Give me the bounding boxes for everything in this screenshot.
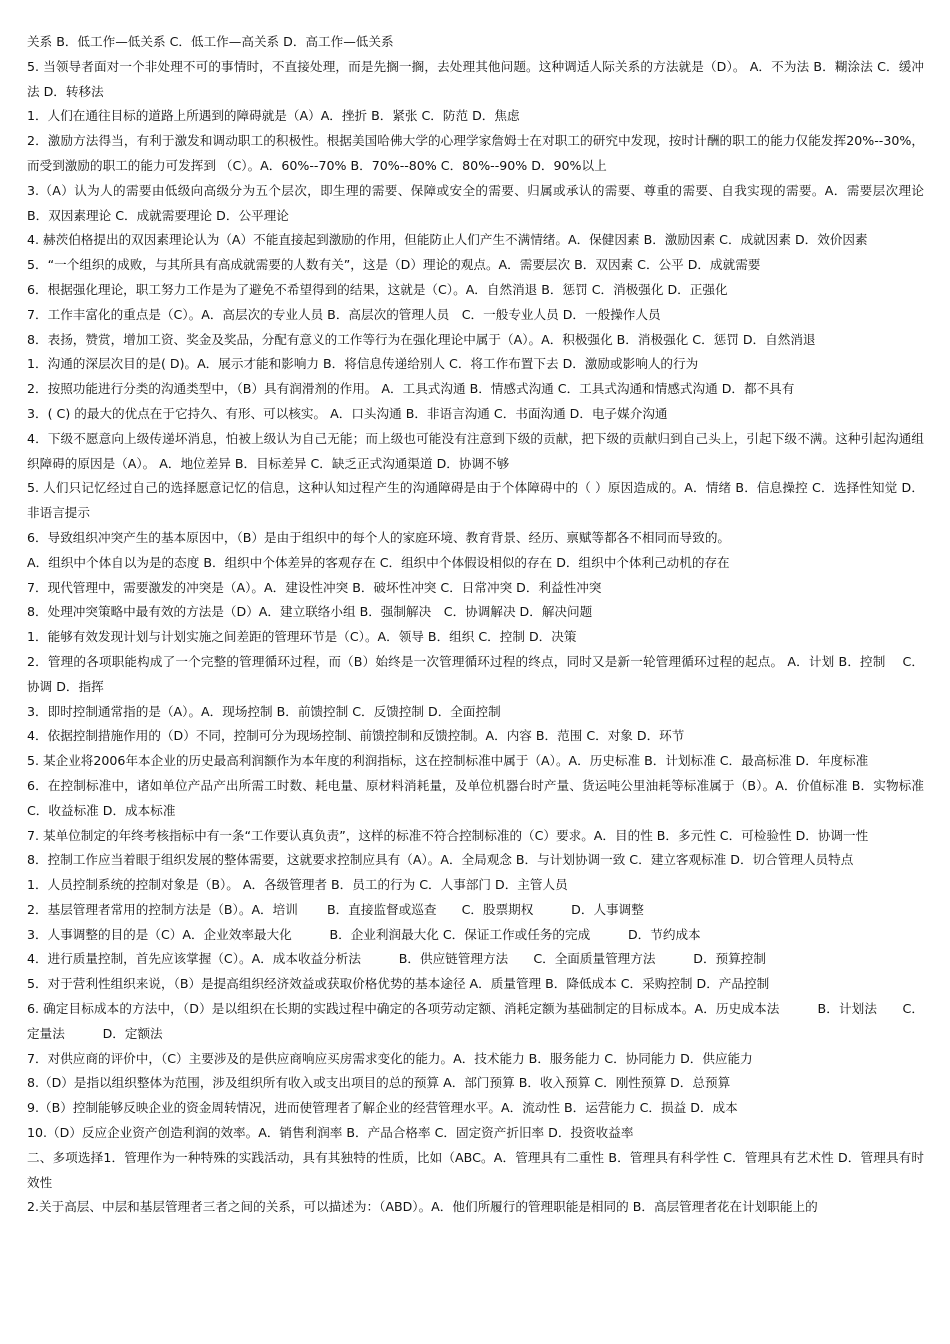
text-paragraph: 3．人事调整的目的是（C）A．企业效率最大化 B．企业利润最大化 C．保证工作或任务的完成 D．节约成本 (27, 926, 701, 942)
text-paragraph: 7．工作丰富化的重点是（C）。A．高层次的专业人员 B．高层次的管理人员 C．一般专业人员 D．一般操作人员 (27, 306, 661, 322)
text-paragraph: 4. 赫茨伯格提出的双因素理论认为（A）不能直接起到激励的作用，但能防止人们产生不满情绪。A．保健因素 B．激励因素 C．成就因素 D．效价因素 (27, 232, 868, 248)
text-paragraph: 10.（D）反应企业资产创造利润的效率。A．销售利润率 B．产品合格率 C．固定资产折旧率 D．投资收益率 (27, 1125, 634, 1141)
text-paragraph: A．组织中个体自以为是的态度 B．组织中个体差异的客观存在 C．组织中个体假设相似的存在 D．组织中个体利己动机的存在 (27, 554, 730, 570)
text-paragraph: 8．控制工作应当着眼于组织发展的整体需要，这就要求控制应具有（A）。A．全局观念 B．与计划协调一致 C．建立客观标准 D．切合管理人员特点 (27, 852, 854, 868)
text-paragraph: 6．导致组织冲突产生的基本原因中，（B）是由于组织中的每个人的家庭环境、教育背景、经历、禀赋等都各不相同而导致的。 (27, 529, 731, 545)
text-paragraph: 3.（A）认为人的需要由低级向高级分为五个层次，即生理的需要、保障或安全的需要、归属或承认的需要、尊重的需要、自我实现的需要。A．需要层次理论 B．双因素理论 C．成就需要理论 D．公平理论 (27, 182, 924, 223)
text-paragraph: 1．能够有效发现计划与计划实施之间差距的管理环节是（C）。A．领导 B．组织 C．控制 D．决策 (27, 629, 577, 645)
text-paragraph: 5. 某企业将2006年本企业的历史最高利润额作为本年度的利润指标，这在控制标准中属于（A）。A．历史标准 B．计划标准 C．最高标准 D．年度标准 (27, 753, 869, 769)
text-paragraph: 1．沟通的深层次目的是( D)。A．展示才能和影响力 B．将信息传递给别人 C．将工作布置下去 D．激励或影响人的行为 (27, 356, 699, 372)
text-paragraph: 7. 某单位制定的年终考核指标中有一条“工作要认真负责”，这样的标准不符合控制标准的（C）要求。A．目的性 B．多元性 C．可检验性 D．协调一性 (27, 827, 869, 843)
text-paragraph: 7．现代管理中，需要激发的冲突是（A）。A．建设性冲突 B．破坏性冲突 C．日常冲突 D．利益性冲突 (27, 579, 602, 595)
text-paragraph: 5．对于营利性组织来说，（B）是提高组织经济效益或获取价格优势的基本途径 A．质量管理 B．降低成本 C．采购控制 D．产品控制 (27, 976, 770, 992)
text-paragraph: 2.关于高层、中层和基层管理者三者之间的关系，可以描述为：（ABD）。A．他们所履行的管理职能是相同的 B．高层管理者花在计划职能上的 (27, 1199, 818, 1215)
text-paragraph: 1．人们在通往目标的道路上所遇到的障碍就是（A）A．挫折 B．紧张 C．防范 D．焦虑 (27, 108, 520, 124)
text-paragraph: 4．依据控制措施作用的（D）不同，控制可分为现场控制、前馈控制和反馈控制。A．内容 B．范围 C．对象 D．环节 (27, 728, 685, 744)
text-paragraph: 9.（B）控制能够反映企业的资金周转情况，进而使管理者了解企业的经营管理水平。A．流动性 B．运营能力 C．损益 D．成本 (27, 1100, 738, 1116)
text-paragraph: 8．处理冲突策略中最有效的方法是（D）A．建立联络小组 B．强制解决 C．协调解决 D．解决问题 (27, 604, 593, 620)
text-paragraph: 2．按照功能进行分类的沟通类型中，（B）具有润滑剂的作用。 A．工具式沟通 B．情感式沟通 C．工具式沟通和情感式沟通 D．都不具有 (27, 381, 795, 397)
text-paragraph: 2．激励方法得当，有利于激发和调动职工的积极性。根据美国哈佛大学的心理学家詹姆士在对职工的研究中发现，按时计酬的职工的能力仅能发挥20%--30%，而受到激励的职工的能力可发挥到 （C）。A．60%--70% B．70%--80% C．80%--90% D．90%以上 (27, 133, 924, 173)
text-paragraph: 6．在控制标准中，诸如单位产品产出所需工时数、耗电量、原材料消耗量，及单位机器台时产量、货运吨公里油耗等标准属于（B）。A．价值标准 B．实物标准 C．收益标准 D．成本标准 (27, 777, 924, 818)
text-paragraph: 6. 确定目标成本的方法中，（D）是以组织在长期的实践过程中确定的各项劳动定额、消耗定额为基础制定的目标成本。A．历史成本法 B．计划法 C．定量法 D．定额法 (27, 1001, 924, 1041)
text-paragraph: 8.（D）是指以组织整体为范围，涉及组织所有收入或支出项目的总的预算 A．部门预算 B．收入预算 C．刚性预算 D．总预算 (27, 1075, 731, 1091)
text-paragraph: 4．下级不愿意向上级传递坏消息，怕被上级认为自己无能；而上级也可能没有注意到下级的贡献，把下级的贡献归到自己头上，引起下级不满。这种引起沟通组织障碍的原因是（A）。 A．地位差异 B．目标差异 C．缺乏正式沟通渠道 D．协调不够 (27, 430, 924, 471)
text-paragraph: 2．管理的各项职能构成了一个完整的管理循环过程，而（B）始终是一次管理循环过程的终点，同时又是新一轮管理循环过程的起点。 A．计划 B．控制 C．协调 D．指挥 (27, 653, 924, 694)
text-paragraph: 二、多项选择1．管理作为一种特殊的实践活动，具有其独特的性质，比如（ABC。A．管理具有二重性 B．管理具有科学性 C．管理具有艺术性 D．管理具有时效性 (27, 1149, 924, 1190)
text-paragraph: 3．( C) 的最大的优点在于它持久、有形、可以核实。 A．口头沟通 B．非语言沟通 C．书面沟通 D．电子媒介沟通 (27, 405, 668, 421)
text-paragraph: 5. 当领导者面对一个非处理不可的事情时，不直接处理，而是先搁一搁，去处理其他问题。这种调适人际关系的方法就是（D）。 A．不为法 B．糊涂法 C．缓冲法 D．转移法 (27, 58, 924, 99)
text-paragraph: 1．人员控制系统的控制对象是（B）。 A．各级管理者 B．员工的行为 C．人事部门 D．主管人员 (27, 877, 568, 893)
text-paragraph: 关系 B．低工作—低关系 C．低工作—高关系 D．高工作—低关系 (27, 34, 394, 49)
text-paragraph: 3．即时控制通常指的是（A）。A．现场控制 B．前馈控制 C．反馈控制 D．全面控制 (27, 703, 501, 719)
text-paragraph: 8．表扬，赞赏，增加工资、奖金及奖品，分配有意义的工作等行为在强化理论中属于（A）。A．积极强化 B．消极强化 C．惩罚 D．自然消退 (27, 331, 816, 347)
text-paragraph: 6．根据强化理论，职工努力工作是为了避免不希望得到的结果，这就是（C）。A．自然消退 B．惩罚 C．消极强化 D．正强化 (27, 281, 728, 297)
text-paragraph: 2．基层管理者常用的控制方法是（B）。A．培训 B．直接监督或巡查 C．股票期权 D．人事调整 (27, 901, 644, 917)
text-paragraph: 7．对供应商的评价中，（C）主要涉及的是供应商响应买房需求变化的能力。A．技术能力 B．服务能力 C．协同能力 D．供应能力 (27, 1050, 753, 1066)
text-paragraph: 5．“一个组织的成败，与其所具有高成就需要的人数有关”，这是（D）理论的观点。A．需要层次 B．双因素 C．公平 D．成就需要 (27, 257, 761, 273)
text-paragraph: 5. 人们只记忆经过自己的选择愿意记忆的信息，这种认知过程产生的沟通障碍是由于个体障碍中的（ ）原因造成的。A．情绪 B．信息操控 C．选择性知觉 D．非语言提示 (27, 480, 924, 521)
text-paragraph: 4．进行质量控制，首先应该掌握（C）。A．成本收益分析法 B．供应链管理方法 C．全面质量管理方法 D．预算控制 (27, 951, 766, 967)
